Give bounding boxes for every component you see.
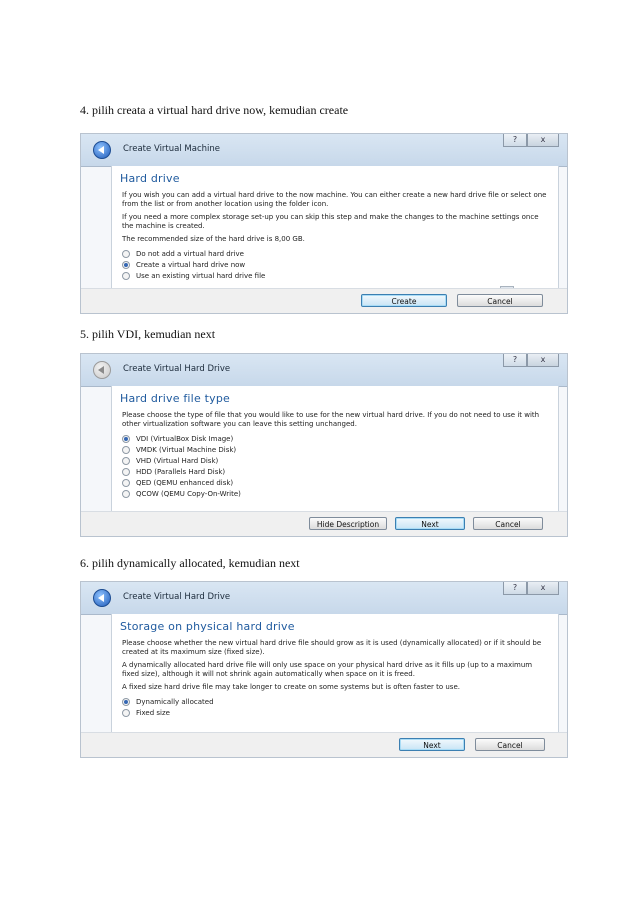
wizard-page — [111, 614, 559, 733]
dialog-footer — [81, 732, 567, 757]
page-heading: Hard drive — [120, 172, 180, 185]
option-label: Fixed size — [136, 709, 170, 717]
option-label: Create a virtual hard drive now — [136, 261, 246, 269]
radio-icon[interactable] — [122, 250, 130, 258]
close-button[interactable]: x — [527, 354, 559, 367]
page-heading: Hard drive file type — [120, 392, 230, 405]
option-dynamically-allocated[interactable] — [122, 697, 558, 708]
wizard-page — [111, 166, 559, 289]
radio-selected-icon[interactable] — [122, 435, 130, 443]
dialog-footer — [81, 511, 567, 536]
cancel-button[interactable]: Cancel — [475, 738, 545, 751]
create-virtual-machine-dialog — [80, 133, 568, 314]
page-heading: Storage on physical hard drive — [120, 620, 295, 633]
wizard-page — [111, 386, 559, 512]
option-label: VDI (VirtualBox Disk Image) — [136, 434, 234, 443]
recommended-size-text: The recommended size of the hard drive is 8,00 GB. — [122, 235, 305, 243]
option-label: Dynamically allocated — [136, 698, 214, 706]
option-label: VMDK (Virtual Machine Disk) — [136, 445, 237, 454]
help-button[interactable]: ? — [503, 582, 527, 595]
radio-icon[interactable] — [122, 479, 130, 487]
radio-selected-icon[interactable] — [122, 698, 130, 706]
description-paragraph: Please choose the type of file that you would like to use for the new virtual hard drive. If you do not need to use it with other virtualization software you can leave this setting unchanged. — [122, 411, 540, 428]
option-qcow[interactable] — [122, 488, 558, 499]
description-paragraph: A fixed size hard drive file may take longer to create on some systems but is often faster to use. — [122, 683, 460, 691]
description-paragraph: Please choose whether the new virtual hard drive file should grow as it is used (dynamically allocated) or if it should be created at its maximum size (fixed size). — [122, 639, 542, 656]
window-title: Create Virtual Hard Drive — [123, 592, 231, 602]
option-vhd[interactable] — [122, 455, 558, 466]
description-paragraph: If you wish you can add a virtual hard drive to the now machine. You can either create a new hard drive file or select one from the list or from another location using the folder icon. — [122, 191, 547, 208]
option-label: Use an existing virtual hard drive file — [136, 272, 266, 280]
radio-icon[interactable] — [122, 446, 130, 454]
radio-icon[interactable] — [122, 457, 130, 465]
radio-icon[interactable] — [122, 490, 130, 498]
storage-on-physical-drive-dialog — [80, 581, 568, 758]
back-arrow-icon[interactable] — [93, 589, 111, 607]
option-label: VHD (Virtual Hard Disk) — [136, 456, 219, 465]
option-label: QED (QEMU enhanced disk) — [136, 478, 234, 487]
radio-icon[interactable] — [122, 468, 130, 476]
radio-selected-icon[interactable] — [122, 261, 130, 269]
option-vmdk[interactable] — [122, 444, 558, 455]
close-button[interactable]: x — [527, 582, 559, 595]
option-vdi[interactable] — [122, 433, 558, 444]
description-paragraph: If you need a more complex storage set-up you can skip this step and make the changes to the machine settings once the machine is created. — [122, 213, 539, 230]
cancel-button[interactable]: Cancel — [473, 517, 543, 530]
create-button[interactable]: Create — [361, 294, 447, 307]
option-qed[interactable] — [122, 477, 558, 488]
dialog-titlebar — [81, 582, 567, 615]
option-label: Do not add a virtual hard drive — [136, 250, 244, 258]
option-existing-hard-drive[interactable] — [122, 271, 558, 282]
next-button[interactable]: Next — [395, 517, 465, 530]
option-create-hard-drive[interactable] — [122, 260, 558, 271]
back-arrow-icon[interactable] — [93, 141, 111, 159]
option-fixed-size[interactable] — [122, 708, 558, 719]
help-button[interactable]: ? — [503, 354, 527, 367]
step-5-caption: 5. pilih VDI, kemudian next — [80, 327, 216, 341]
back-arrow-icon[interactable] — [93, 361, 111, 379]
dialog-titlebar — [81, 134, 567, 167]
dialog-footer — [81, 288, 567, 313]
window-title: Create Virtual Hard Drive — [123, 364, 231, 374]
option-no-hard-drive[interactable] — [122, 249, 558, 260]
radio-icon[interactable] — [122, 709, 130, 717]
help-button[interactable]: ? — [503, 134, 527, 147]
option-hdd[interactable] — [122, 466, 558, 477]
cancel-button[interactable]: Cancel — [457, 294, 543, 307]
close-button[interactable]: x — [527, 134, 559, 147]
hide-description-button[interactable]: Hide Description — [309, 517, 387, 530]
window-title: Create Virtual Machine — [123, 144, 221, 154]
create-virtual-hard-drive-dialog — [80, 353, 568, 537]
option-label: QCOW (QEMU Copy-On-Write) — [136, 489, 241, 498]
option-label: HDD (Parallels Hard Disk) — [136, 467, 226, 476]
next-button[interactable]: Next — [399, 738, 465, 751]
dialog-titlebar — [81, 354, 567, 387]
step-6-caption: 6. pilih dynamically allocated, kemudian next — [80, 556, 300, 570]
step-4-caption: 4. pilih creata a virtual hard drive now, kemudian create — [80, 103, 349, 117]
description-paragraph: A dynamically allocated hard drive file will only use space on your physical hard drive as it fills up (up to a maximum fixed size), although it will not shrink again automatically when space on it is freed. — [122, 661, 533, 678]
radio-icon[interactable] — [122, 272, 130, 280]
